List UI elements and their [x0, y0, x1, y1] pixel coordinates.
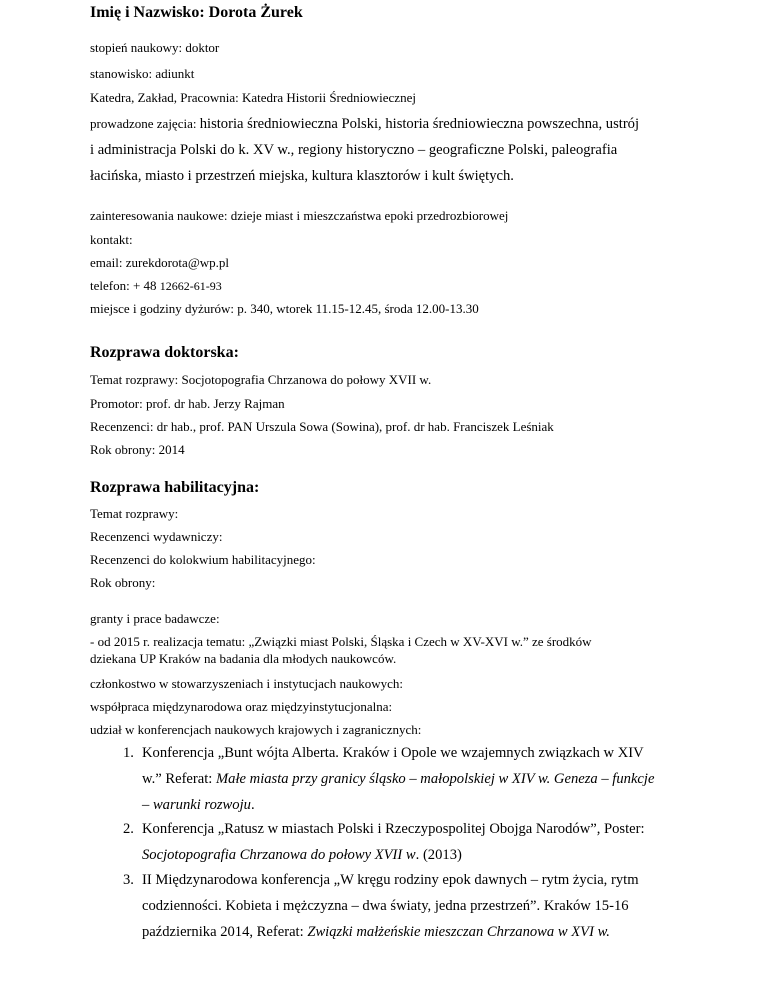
conference-1-line-1: Konferencja „Bunt wójta Alberta. Kraków i Opole we wzajemnych związkach w XIV [142, 745, 644, 761]
habilitation-publisher-reviewers: Recenzenci wydawniczy: [90, 529, 223, 544]
doctoral-topic: Temat rozprawy: Socjotopografia Chrzanowa do połowy XVII w. [90, 372, 432, 387]
conference-2-line-2-italic: Socjotopografia Chrzanowa do połowy XVII w [142, 847, 416, 863]
position-line: stanowisko: adiunkt [90, 66, 195, 81]
courses-line-1 [90, 115, 680, 133]
habilitation-heading: Rozprawa habilitacyjna: [90, 479, 260, 496]
conference-2-line-2 [142, 846, 462, 864]
conference-1-line-3 [142, 796, 255, 814]
conference-1-line-2-plain: w.” Referat: [142, 771, 217, 787]
conference-2-line-1: Konferencja „Ratusz w miastach Polski i Rzeczypospolitej Obojga Narodów”, Poster: [142, 821, 645, 837]
contact-line: kontakt: [90, 232, 133, 247]
email-line: email: zurekdorota@wp.pl [90, 255, 230, 270]
conference-1-line-3-italic: – warunki rozwoju [142, 797, 251, 813]
doctoral-year: Rok obrony: 2014 [90, 442, 185, 457]
phone-label: telefon: + 48 [90, 278, 160, 293]
conference-3-line-1: II Międzynarodowa konferencja „W kręgu rodziny epok dawnych – rytm życia, rytm [142, 872, 639, 888]
conference-1-line-2-italic: Małe miasta przy granicy śląsko – małopolskiej w XIV w. Geneza – funkcje [216, 771, 655, 787]
interests-line: zainteresowania naukowe: dzieje miast i mieszczaństwa epoki przedrozbiorowej [90, 208, 509, 223]
department-line: Katedra, Zakład, Pracownia: Katedra Historii Średniowiecznej [90, 90, 416, 105]
conference-3-line-3-plain: października 2014, Referat: [142, 924, 308, 940]
list-number: 2. [123, 821, 134, 837]
conference-1-line-3-plain: . [250, 797, 255, 813]
courses-text-1: historia średniowieczna Polski, historia średniowieczna powszechna, ustrój [199, 116, 640, 132]
conference-3-line-3-italic: Związki małżeńskie mieszczan Chrzanowa w XVI w. [307, 924, 610, 940]
phone-line [90, 278, 222, 294]
office-hours-line: miejsce i godziny dyżurów: p. 340, wtorek 11.15-12.45, środa 12.00-13.30 [90, 301, 479, 316]
name-heading: Imię i Nazwisko: Dorota Żurek [90, 4, 303, 21]
membership-label: członkostwo w stowarzyszeniach i instytucjach naukowych: [90, 676, 403, 691]
conference-1-line-2 [142, 770, 654, 788]
phone-number: 12662-61-93 [159, 279, 222, 293]
doctoral-reviewers: Recenzenci: dr hab., prof. PAN Urszula Sowa (Sowina), prof. dr hab. Franciszek Leśniak [90, 419, 554, 434]
habilitation-year: Rok obrony: [90, 575, 156, 590]
doctoral-promoter: Promotor: prof. dr hab. Jerzy Rajman [90, 396, 285, 411]
conference-2-line-2-plain: . (2013) [415, 847, 462, 863]
courses-line-3: łacińska, miasto i przestrzeń miejska, kultura klasztorów i kult świętych. [90, 168, 514, 184]
habilitation-topic: Temat rozprawy: [90, 506, 179, 521]
grants-label: granty i prace badawcze: [90, 611, 220, 626]
doctoral-heading: Rozprawa doktorska: [90, 344, 239, 361]
grants-item-line-1: - od 2015 r. realizacja tematu: „Związki miast Polski, Śląska i Czech w XV-XVI w.” ze środków [90, 634, 592, 649]
cooperation-label: współpraca międzynarodowa oraz międzyinstytucjonalna: [90, 699, 393, 714]
courses-line-2: i administracja Polski do k. XV w., regiony historyczno – geograficzne Polski, paleografia [90, 142, 618, 158]
list-number: 1. [123, 745, 134, 761]
conferences-label: udział w konferencjach naukowych krajowych i zagranicznych: [90, 722, 422, 737]
degree-line: stopień naukowy: doktor [90, 40, 220, 55]
conference-3-line-3 [142, 923, 610, 941]
grants-item-line-2: dziekana UP Kraków na badania dla młodych naukowców. [90, 651, 397, 666]
list-number: 3. [123, 872, 134, 888]
habilitation-colloquium-reviewers: Recenzenci do kolokwium habilitacyjnego: [90, 552, 316, 567]
courses-label: prowadzone zajęcia: [90, 116, 200, 131]
conference-3-line-2: codzienności. Kobieta i mężczyzna – dwa światy, jedna przestrzeń”. Kraków 15-16 [142, 898, 629, 914]
